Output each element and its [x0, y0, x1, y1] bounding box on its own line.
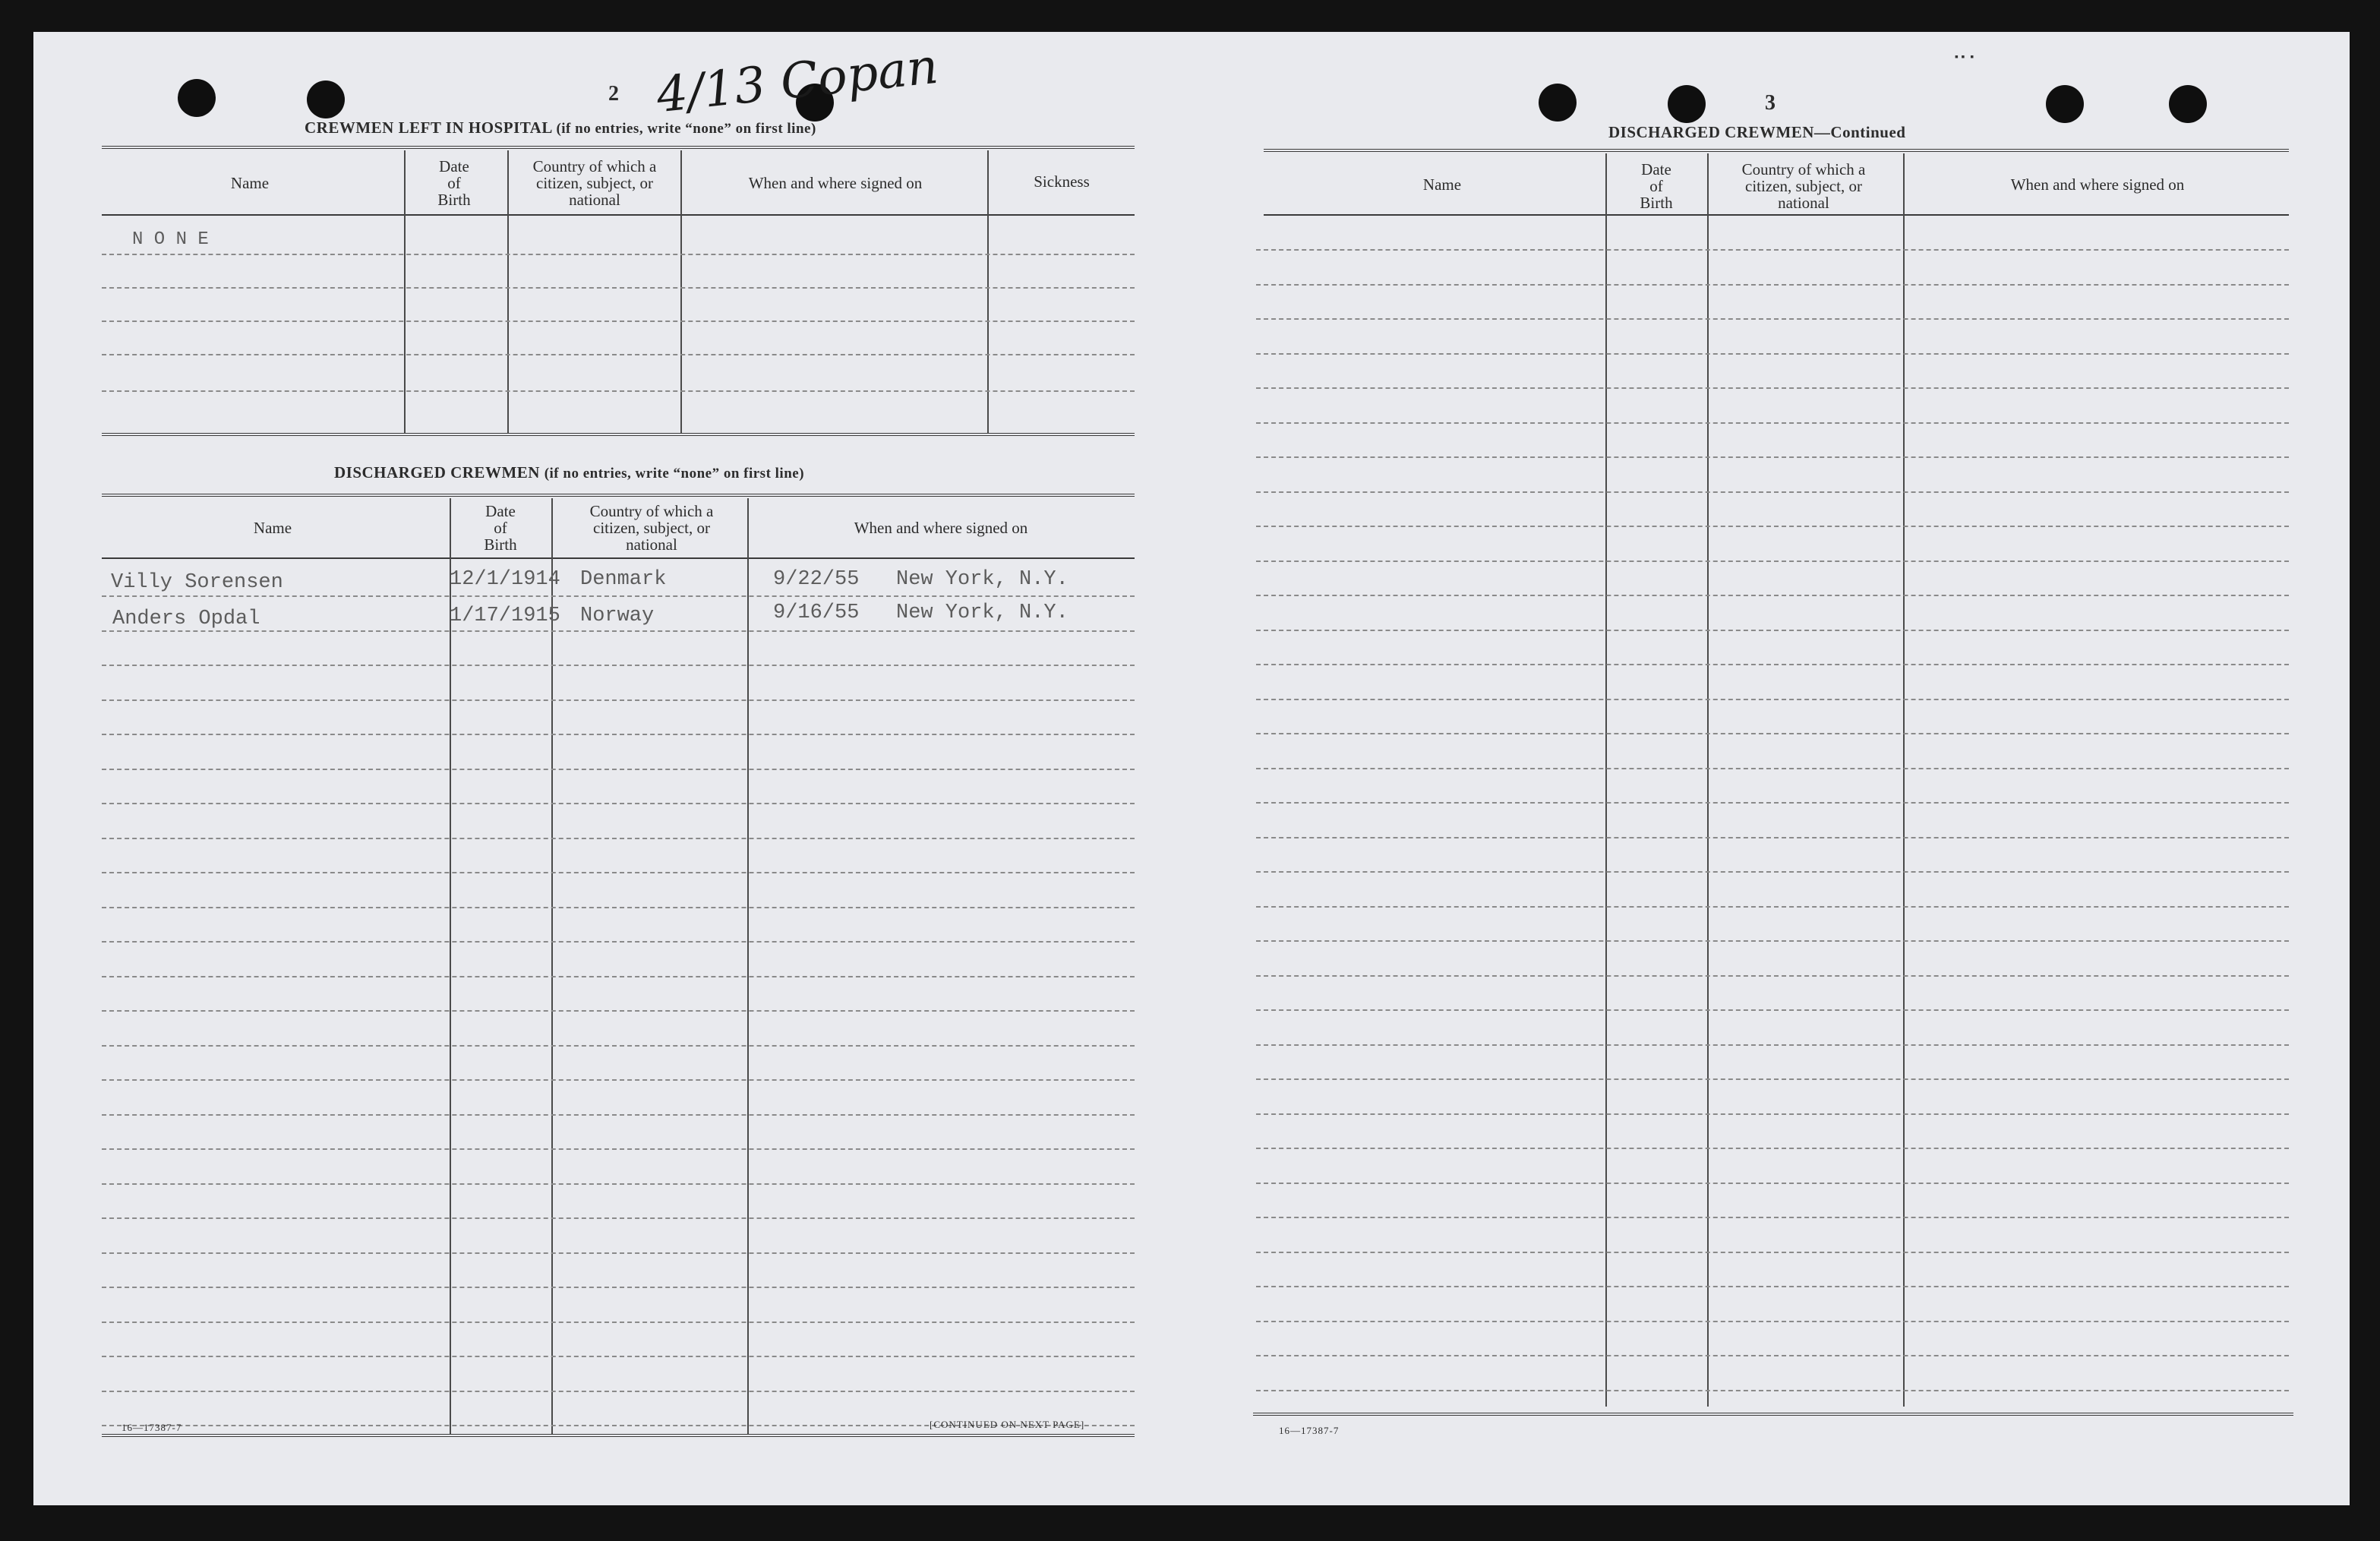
discharged-col-dob: Date of Birth	[484, 502, 517, 554]
punch-hole	[178, 79, 216, 117]
punch-hole	[2046, 85, 2084, 123]
ruled-row-line	[1256, 1252, 2289, 1253]
ruled-row-line	[1256, 491, 2289, 493]
ruled-row-line	[1256, 802, 2289, 804]
ruled-row-line	[1256, 1183, 2289, 1184]
crew-row-1-name: Villy Sorensen	[111, 571, 283, 594]
ruled-row-line	[1256, 1113, 2289, 1115]
hospital-col-country: Country of which a citizen, subject, or national	[532, 157, 657, 209]
ruled-row-line	[1256, 975, 2289, 977]
ruled-row-line	[102, 1322, 1135, 1323]
crew-row-1-dob: 12/1/1914	[450, 568, 560, 591]
discharged-col-country: Country of which a citizen, subject, or national	[589, 502, 714, 554]
hospital-row-line	[102, 287, 1135, 289]
form-number-right: 16—17387-7	[1279, 1425, 1340, 1436]
ruled-row-line	[1256, 318, 2289, 320]
discharged-title-note: (if no entries, write “none” on first line)	[544, 466, 805, 482]
ruled-row-line	[102, 595, 1135, 597]
right-section-title: DISCHARGED CREWMEN—Continued	[1608, 123, 1906, 141]
speck: ▪ ▪ ▪	[1955, 52, 1974, 63]
hospital-col-sickness: Sickness	[1034, 172, 1090, 191]
discharged-bottom-rule	[102, 1434, 1135, 1437]
ruled-row-line	[1256, 456, 2289, 458]
form-number-left: 16—17387-7	[122, 1422, 182, 1433]
crew-row-2-country: Norway	[580, 605, 655, 627]
hospital-bottom-rule	[102, 433, 1135, 436]
discharged-col-name: Name	[253, 519, 292, 537]
punch-hole	[2169, 85, 2207, 123]
page-number-left: 2	[608, 82, 619, 106]
ruled-row-line	[102, 665, 1135, 666]
ruled-row-line	[1256, 1009, 2289, 1011]
ruled-row-line	[1256, 422, 2289, 424]
ruled-row-line	[1256, 387, 2289, 389]
punch-hole	[1668, 85, 1706, 123]
discharged-col-divider	[551, 498, 553, 1434]
right-col-divider	[1605, 153, 1607, 1407]
ruled-row-line	[1256, 1390, 2289, 1391]
ruled-row-line	[1256, 1148, 2289, 1149]
punch-hole	[1539, 84, 1577, 122]
discharged-top-rule	[102, 494, 1135, 497]
ruled-row-line	[102, 1356, 1135, 1357]
discharged-col-divider	[747, 498, 749, 1434]
ruled-row-line	[102, 907, 1135, 908]
ruled-row-line	[102, 941, 1135, 943]
ruled-row-line	[102, 1183, 1135, 1185]
ruled-row-line	[102, 1045, 1135, 1047]
hospital-row-line	[102, 390, 1135, 392]
document-sheet	[33, 32, 2350, 1505]
ruled-row-line	[1256, 1078, 2289, 1080]
ruled-row-line	[1256, 526, 2289, 527]
ruled-row-line	[102, 1287, 1135, 1288]
ruled-row-line	[1256, 630, 2289, 631]
ruled-row-line	[1256, 1217, 2289, 1218]
crew-row-2-dob: 1/17/1915	[450, 605, 560, 627]
ruled-row-line	[102, 1148, 1135, 1150]
hospital-row-line	[102, 321, 1135, 322]
hospital-col-signed: When and where signed on	[748, 174, 923, 192]
ruled-row-line	[102, 734, 1135, 735]
ruled-row-line	[102, 1217, 1135, 1219]
hospital-top-rule	[102, 146, 1135, 149]
page-number-right: 3	[1765, 91, 1776, 115]
ruled-row-line	[102, 1010, 1135, 1012]
hospital-section-title	[305, 118, 816, 137]
right-col-signed: When and where signed on	[2010, 175, 2185, 194]
ruled-row-line	[102, 1252, 1135, 1254]
hospital-col-dob: Date of Birth	[437, 157, 471, 209]
hospital-col-name: Name	[230, 174, 270, 192]
ruled-row-line	[102, 803, 1135, 804]
hospital-none-entry: N O N E	[132, 229, 209, 250]
discharged-header-rule	[102, 557, 1135, 559]
ruled-row-line	[1256, 871, 2289, 873]
handwritten-note: 4/13 Copan	[654, 38, 941, 125]
ruled-row-line	[1256, 733, 2289, 734]
crew-row-1-country: Denmark	[580, 568, 667, 591]
crew-row-2-date: 9/16/55	[773, 602, 860, 624]
ruled-row-line	[102, 1079, 1135, 1081]
continued-note: [CONTINUED ON NEXT PAGE]	[930, 1419, 1085, 1430]
hospital-header-rule	[102, 214, 1135, 216]
ruled-row-line	[1256, 595, 2289, 596]
right-top-rule	[1264, 149, 2289, 152]
ruled-row-line	[1256, 284, 2289, 286]
ruled-row-line	[1256, 249, 2289, 251]
ruled-row-line	[1256, 906, 2289, 908]
ruled-row-line	[1256, 561, 2289, 562]
hospital-title-text: CREWMEN LEFT IN HOSPITAL	[305, 118, 552, 137]
discharged-col-divider	[450, 498, 451, 1434]
discharged-section-title	[334, 463, 804, 482]
ruled-row-line	[102, 976, 1135, 977]
ruled-row-line	[1256, 1044, 2289, 1046]
discharged-title-text: DISCHARGED CREWMEN	[334, 463, 540, 482]
ruled-row-line	[1256, 940, 2289, 942]
ruled-row-line	[102, 1114, 1135, 1116]
ruled-row-line	[1256, 768, 2289, 769]
ruled-row-line	[102, 1391, 1135, 1392]
hospital-row-line	[102, 254, 1135, 255]
crew-row-1-place: New York, N.Y.	[896, 568, 1068, 591]
ruled-row-line	[1256, 353, 2289, 355]
right-header-rule	[1264, 214, 2289, 216]
ruled-row-line	[1256, 699, 2289, 700]
crew-row-2-place: New York, N.Y.	[896, 602, 1068, 624]
ruled-row-line	[1256, 664, 2289, 665]
right-col-dob: Date of Birth	[1640, 160, 1673, 212]
ruled-row-line	[1256, 1355, 2289, 1356]
ruled-row-line	[1256, 1286, 2289, 1287]
punch-hole	[307, 81, 345, 118]
hospital-title-note: (if no entries, write “none” on first line)	[556, 121, 816, 137]
hospital-row-line	[102, 354, 1135, 355]
ruled-row-line	[1256, 1321, 2289, 1322]
right-col-country: Country of which a citizen, subject, or national	[1741, 160, 1866, 212]
right-col-divider	[1707, 153, 1709, 1407]
crew-row-2-name: Anders Opdal	[112, 608, 260, 630]
ruled-row-line	[102, 872, 1135, 873]
right-bottom-rule	[1253, 1413, 2293, 1416]
discharged-col-signed: When and where signed on	[854, 519, 1028, 537]
right-col-divider	[1903, 153, 1905, 1407]
right-col-name: Name	[1422, 175, 1462, 194]
crew-row-1-date: 9/22/55	[773, 568, 860, 591]
ruled-row-line	[102, 699, 1135, 701]
ruled-row-line	[102, 769, 1135, 770]
ruled-row-line	[1256, 837, 2289, 838]
ruled-row-line	[102, 838, 1135, 839]
